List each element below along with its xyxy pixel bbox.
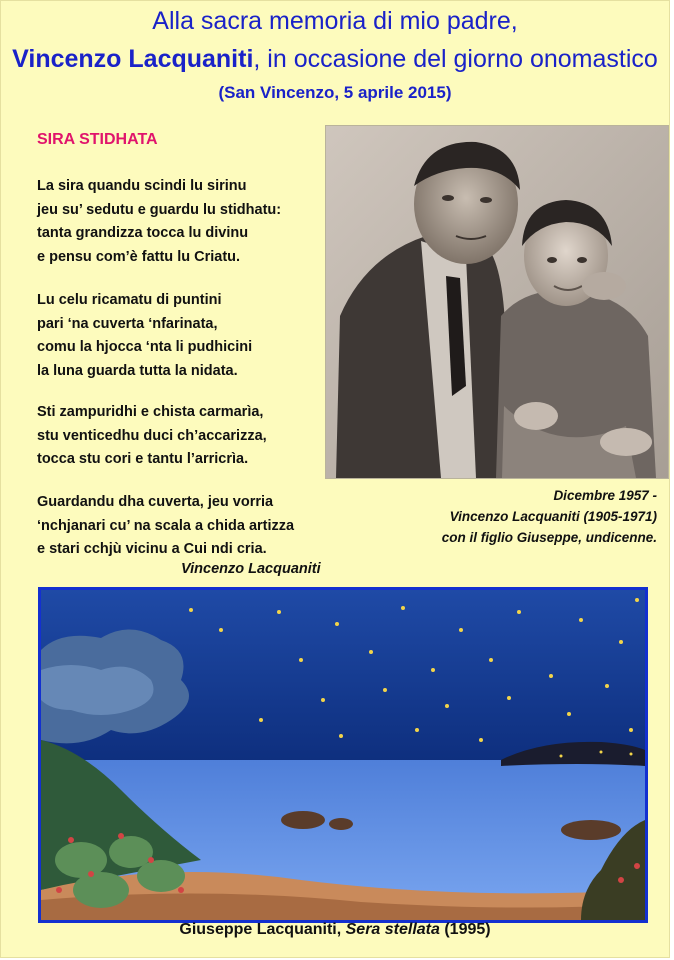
header-name-line	[1, 45, 669, 74]
photo-image	[326, 126, 668, 478]
header-name: Vincenzo Lacquaniti	[12, 45, 254, 73]
photo-caption	[337, 485, 657, 548]
poem-line: stu venticedhu duci ch’accarizza,	[37, 427, 267, 444]
poem-line: ‘nchjanari cu’ na scala a chida artizza	[37, 517, 295, 534]
header-dedication: Alla sacra memoria di mio padre,	[152, 7, 518, 35]
painting-title: Sera stellata	[345, 921, 440, 938]
family-photo	[325, 125, 669, 479]
poem-signature: Vincenzo Lacquaniti	[181, 561, 321, 577]
header-occasion: , in occasione del giorno onomastico	[253, 45, 658, 73]
poem-line: Sti zampuridhi e chista carmarìa,	[37, 404, 264, 420]
painting-image	[41, 590, 645, 920]
painting-sera-stellata	[38, 587, 648, 923]
poem-stanza-2	[37, 289, 252, 383]
header-date: (San Vincenzo, 5 aprile 2015)	[218, 83, 452, 102]
poem-title: SIRA STIDHATA	[37, 131, 158, 148]
poem-line: tocca stu cori e tantu l’arricrìa.	[37, 451, 249, 467]
poem-line: la luna guarda tutta la nidata.	[37, 362, 238, 379]
poem-line: e stari cchjù vicinu a Cui ndi cria.	[37, 541, 267, 557]
poem-stanza-4	[37, 491, 294, 562]
poem-line: La sira quandu scindi lu sirinu	[37, 178, 247, 194]
poem-line: tanta grandizza tocca lu divinu	[37, 225, 249, 241]
poem-line: Lu celu ricamatu di puntini	[37, 292, 222, 308]
caption-line: Vincenzo Lacquaniti (1905-1971)	[449, 509, 657, 524]
poem-stanza-1	[37, 175, 281, 269]
painting-artist: Giuseppe Lacquaniti,	[179, 921, 346, 938]
poem-line: pari ‘na cuverta ‘nfarinata,	[37, 315, 218, 332]
painting-year: (1995)	[439, 921, 491, 938]
poem-stanza-3	[37, 401, 267, 472]
painting-caption	[1, 921, 669, 939]
poem-line: jeu su’ sedutu e guardu lu stidhatu:	[37, 201, 282, 218]
caption-line: con il figlio Giuseppe, undicenne.	[441, 530, 657, 545]
poem-line: Guardandu dha cuverta, jeu vorria	[37, 494, 274, 510]
poem-line: e pensu com’è fattu lu Criatu.	[37, 248, 241, 265]
caption-line: Dicembre 1957 -	[553, 488, 657, 503]
poem-line: comu la hjocca ‘nta li pudhicini	[37, 339, 253, 355]
